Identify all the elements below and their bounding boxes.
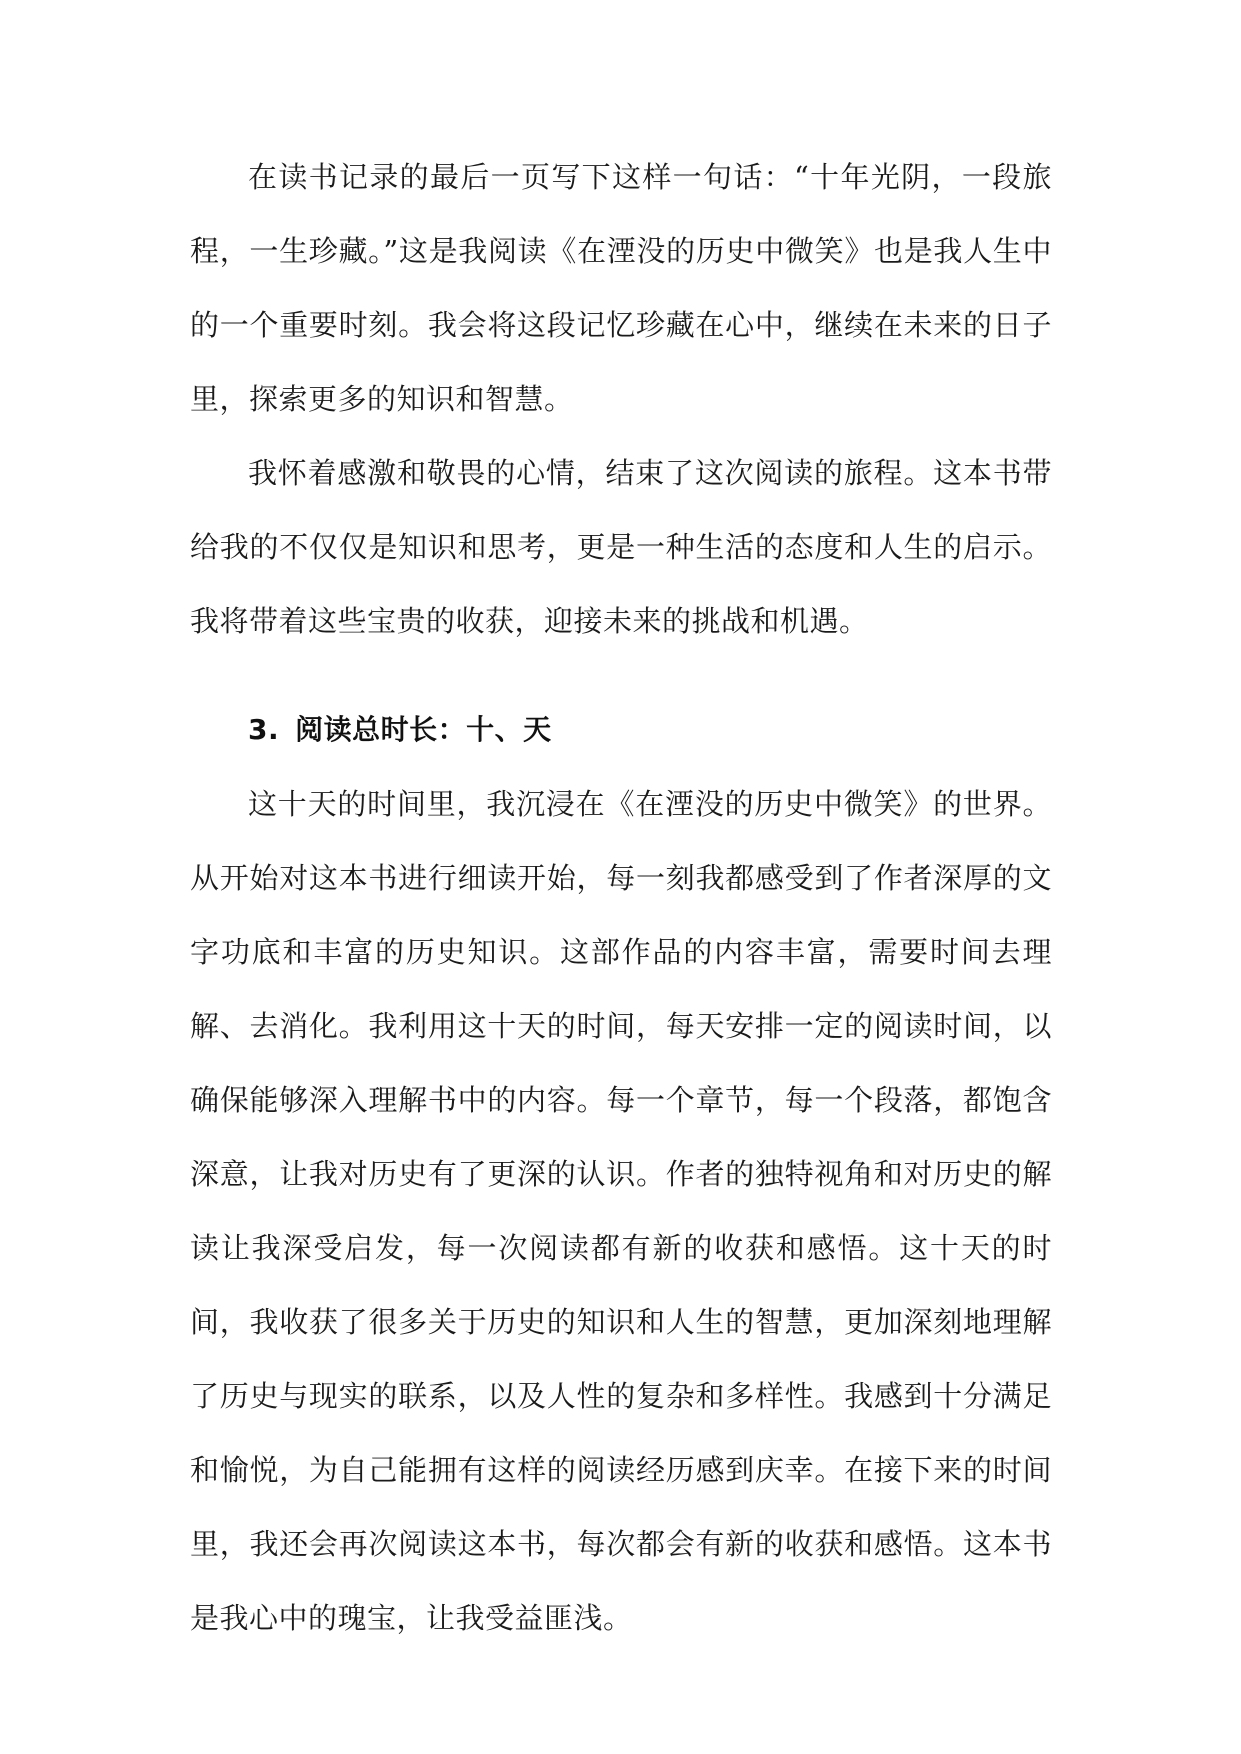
paragraph-notes-final-page: 在读书记录的最后一页写下这样一句话：“十年光阴，一段旅程，一生珍藏。”这是我阅读《在湮没的历史中微笑》也是我人生中的一个重要时刻。我会将这段记忆珍藏在心中，继续在未来的日子里，探索更多的知识和智慧。 bbox=[190, 160, 1052, 416]
section-heading bbox=[190, 693, 1052, 767]
section-title: 阅读总时长：十、天 bbox=[295, 713, 552, 746]
document-body bbox=[190, 140, 1052, 1655]
paragraph-gratitude: 我怀着感激和敬畏的心情，结束了这次阅读的旅程。这本书带给我的不仅仅是知识和思考，更是一种生活的态度和人生的启示。我将带着这些宝贵的收获，迎接未来的挑战和机遇。 bbox=[190, 456, 1052, 638]
section-number: 3. bbox=[248, 713, 280, 746]
paragraph-ten-days: 这十天的时间里，我沉浸在《在湮没的历史中微笑》的世界。从开始对这本书进行细读开始，每一刻我都感受到了作者深厚的文字功底和丰富的历史知识。这部作品的内容丰富，需要时间去理解、去消化。我利用这十天的时间，每天安排一定的阅读时间，以确保能够深入理解书中的内容。每一个章节，每一个段落，都饱含深意，让我对历史有了更深的认识。作者的独特视角和对历史的解读让我深受启发，每一次阅读都有新的收获和感悟。这十天的时间，我收获了很多关于历史的知识和人生的智慧，更加深刻地理解了历史与现实的联系，以及人性的复杂和多样性。我感到十分满足和愉悦，为自己能拥有这样的阅读经历感到庆幸。在接下来的时间里，我还会再次阅读这本书，每次都会有新的收获和感悟。这本书是我心中的瑰宝，让我受益匪浅。 bbox=[190, 787, 1052, 1635]
